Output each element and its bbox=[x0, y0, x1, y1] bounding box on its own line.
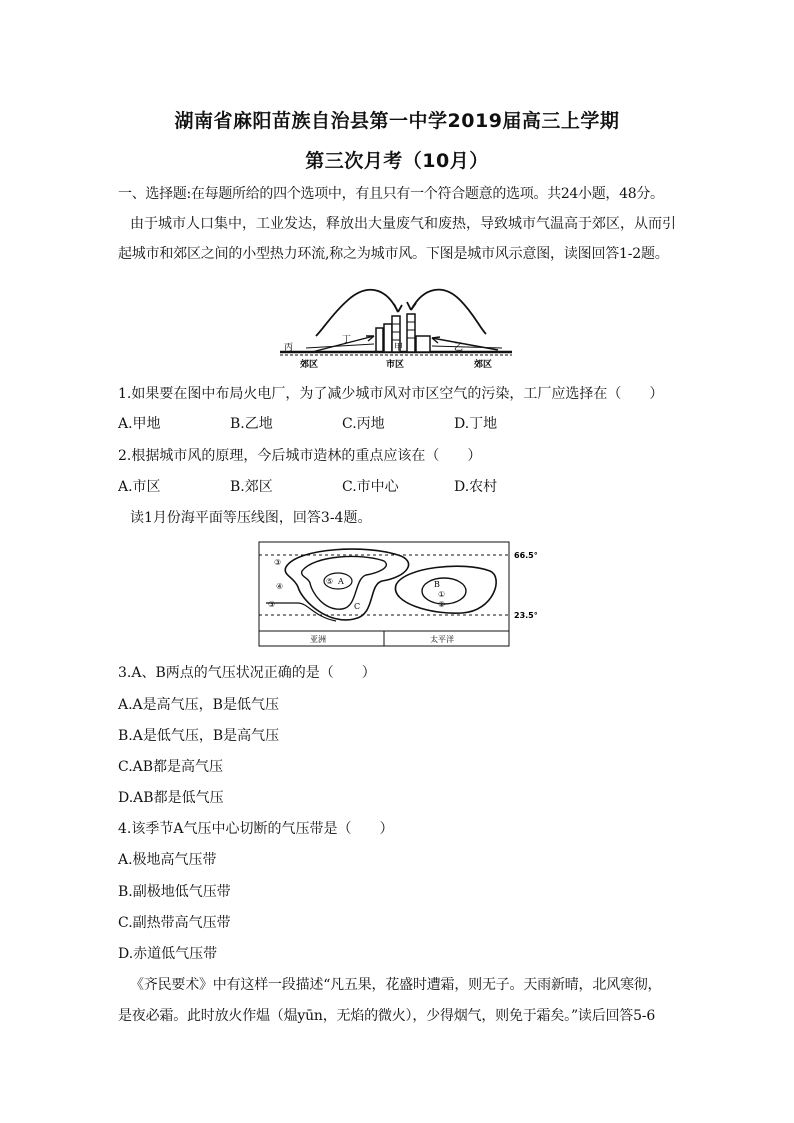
q4-stem: 4.该季节A气压中心切断的气压带是（ ） bbox=[118, 821, 394, 837]
iso-label-3b: ③ bbox=[268, 600, 276, 609]
right-surface-arrow-upper bbox=[432, 338, 498, 350]
passage2-line1: 读1月份海平面等压线图，回答3-4题。 bbox=[130, 510, 372, 526]
q1-option-d[interactable]: D.丁地 bbox=[454, 416, 498, 432]
q2-stem: 2.根据城市风的原理，今后城市造林的重点应该在（ ） bbox=[118, 448, 482, 464]
section-heading: 一、选择题:在每题所给的四个选项中，有且只有一个符合题意的选项。共24小题，48分。 bbox=[118, 186, 664, 202]
q1-option-b[interactable]: B.乙地 bbox=[230, 416, 273, 432]
q1-stem: 1.如果要在图中布局火电厂，为了减少城市风对市区空气的污染，工厂应选择在（ ） bbox=[118, 386, 664, 402]
label-yi: 乙 bbox=[454, 343, 464, 353]
q3-stem: 3.A、B两点的气压状况正确的是（ ） bbox=[118, 665, 376, 681]
q4-option-b[interactable]: B.副极地低气压带 bbox=[118, 884, 231, 900]
exam-subtitle: 第三次月考（10月） bbox=[305, 150, 489, 172]
building-left-mid bbox=[384, 324, 392, 352]
urban-wind-diagram bbox=[276, 278, 516, 372]
label-jia: 甲 bbox=[394, 343, 404, 353]
q3-option-b[interactable]: B.A是低气压，B是高气压 bbox=[118, 728, 280, 744]
q2-option-c[interactable]: C.市中心 bbox=[342, 479, 399, 495]
building-left-small bbox=[376, 328, 383, 352]
label-bing: 丙 bbox=[284, 343, 294, 353]
q4-option-c[interactable]: C.副热带高气压带 bbox=[118, 915, 231, 931]
iso-label-4: ④ bbox=[276, 582, 284, 591]
iso-label-2: ② bbox=[438, 600, 446, 609]
q4-option-d[interactable]: D.赤道低气压带 bbox=[118, 946, 218, 962]
point-c-label: C bbox=[354, 602, 361, 611]
q4-option-a[interactable]: A.极地高气压带 bbox=[118, 852, 217, 868]
isobar-asia-outer bbox=[285, 549, 408, 620]
label-suburb-right: 郊区 bbox=[474, 360, 493, 370]
passage3-line2: 是夜必霜。此时放火作煴（煴yūn，无焰的微火），少得烟气，则免于霜矣。”读后回答5-6 bbox=[118, 1008, 656, 1024]
isobar-asia-inner bbox=[302, 556, 387, 609]
region-asia-label: 亚洲 bbox=[310, 635, 326, 644]
isobar-map bbox=[258, 541, 548, 649]
lat-label-bottom: 23.5° bbox=[514, 611, 538, 620]
building-right-low bbox=[416, 336, 430, 352]
label-city: 市区 bbox=[386, 360, 405, 370]
lat-label-top: 66.5° bbox=[514, 551, 538, 560]
iso-label-1: ① bbox=[438, 590, 446, 599]
passage1-line2: 起城市和郊区之间的小型热力环流,称之为城市风。下图是城市风示意图，读图回答1-2题。 bbox=[118, 246, 669, 262]
label-suburb-left: 郊区 bbox=[300, 360, 319, 370]
isobar-pacific-outer bbox=[395, 566, 496, 613]
point-a-label: A bbox=[338, 577, 344, 586]
passage3-line1: 《齐民要术》中有这样一段描述“凡五果，花盛时遭霜，则无子。天雨新晴，北风寒彻， bbox=[130, 977, 662, 993]
q2-option-d[interactable]: D.农村 bbox=[454, 479, 498, 495]
building-right-tall bbox=[407, 314, 415, 352]
q3-option-d[interactable]: D.AB都是低气压 bbox=[118, 790, 224, 806]
region-pacific-label: 太平洋 bbox=[430, 635, 454, 644]
right-circulation-arrow bbox=[411, 290, 486, 334]
iso-label-3: ③ bbox=[274, 558, 282, 567]
q1-option-c[interactable]: C.丙地 bbox=[342, 416, 385, 432]
label-ding: 丁 bbox=[342, 335, 352, 345]
point-b-label: B bbox=[434, 580, 440, 589]
exam-title: 湖南省麻阳苗族自治县第一中学2019届高三上学期 bbox=[174, 110, 620, 132]
q3-option-c[interactable]: C.AB都是高气压 bbox=[118, 759, 224, 775]
q2-option-b[interactable]: B.郊区 bbox=[230, 479, 273, 495]
q2-option-a[interactable]: A.市区 bbox=[118, 479, 161, 495]
right-surface-arrow-lower bbox=[432, 346, 502, 348]
iso-label-5: ⑤ bbox=[326, 577, 334, 586]
passage1-line1: 由于城市人口集中，工业发达，释放出大量废气和废热，导致城市气温高于郊区，从而引 bbox=[130, 216, 676, 232]
q1-option-a[interactable]: A.甲地 bbox=[118, 416, 161, 432]
q3-option-a[interactable]: A.A是高气压，B是低气压 bbox=[118, 697, 279, 713]
